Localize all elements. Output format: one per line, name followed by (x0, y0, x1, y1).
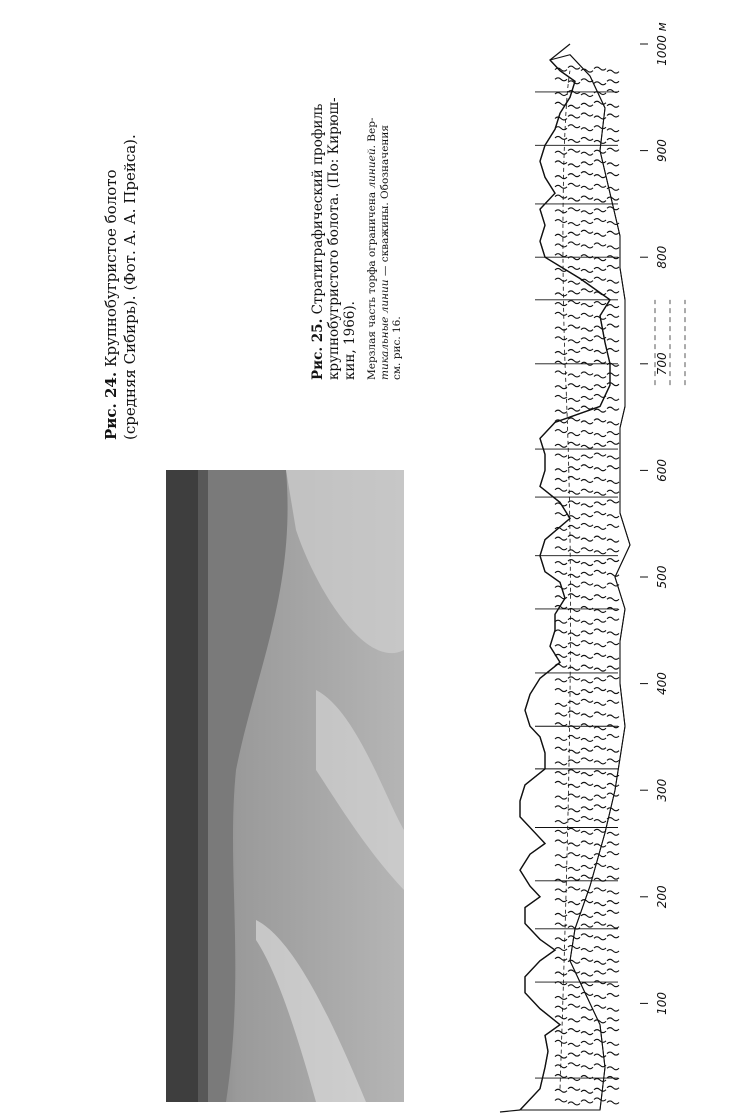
peat-mark (581, 958, 593, 961)
axis-tick-label: 600 (655, 458, 669, 482)
peat-mark (607, 984, 619, 987)
peat-mark (607, 993, 619, 996)
peat-mark (568, 384, 580, 387)
figure-25-label: Рис. 25. (310, 318, 326, 380)
peat-mark (568, 374, 580, 377)
peat-mark (607, 1052, 619, 1055)
axis-tick-label: 1000 м (655, 22, 669, 66)
peat-mark (581, 338, 593, 341)
peat-mark (607, 910, 619, 913)
peat-mark (607, 1067, 619, 1070)
peat-mark (581, 387, 593, 390)
peat-mark (607, 842, 619, 845)
peat-mark (581, 914, 593, 917)
peat-mark (581, 372, 593, 375)
peat-mark (555, 93, 567, 96)
peat-mark (555, 78, 567, 81)
peat-mark (607, 876, 619, 879)
peat-mark (607, 114, 619, 117)
peat-mark (607, 969, 619, 972)
peat-mark (594, 971, 606, 974)
peat-mark (581, 348, 593, 351)
peat-mark (607, 959, 619, 962)
peat-mark (607, 925, 619, 928)
peat-mark (594, 82, 606, 85)
axis-tick-label: 400 (655, 672, 669, 696)
peat-mark (568, 359, 580, 362)
peat-mark (568, 291, 580, 294)
peat-mark (607, 935, 619, 938)
peat-mark (568, 340, 580, 343)
peat-mark (594, 360, 606, 363)
peat-mark (607, 1086, 619, 1089)
peat-mark (568, 301, 580, 304)
peat-mark (607, 1101, 619, 1104)
distance-axis (640, 22, 669, 1015)
axis-tick-label: 500 (655, 565, 669, 589)
peat-mark (555, 395, 567, 398)
peat-mark (607, 818, 619, 821)
peat-mark (594, 922, 606, 925)
axis-tick-label: 100 (655, 991, 669, 1015)
peat-mark (581, 949, 593, 952)
peat-mark (581, 396, 593, 399)
peat-mark (594, 903, 606, 906)
peat-mark (581, 313, 593, 316)
peat-mark (581, 289, 593, 292)
peat-mark (594, 947, 606, 950)
peat-mark (607, 891, 619, 894)
peat-mark (607, 148, 619, 151)
peat-mark (607, 901, 619, 904)
peat-mark (594, 1005, 606, 1008)
peat-mark (594, 912, 606, 915)
figure-24-label: Рис. 24. (102, 371, 120, 440)
peat-mark (581, 973, 593, 976)
peat-mark (581, 983, 593, 986)
figure-25-line3: кин, 1966). (342, 301, 358, 380)
peat-mark (555, 352, 567, 355)
note-italic: тикальные линии (378, 279, 391, 380)
peat-mark (607, 104, 619, 107)
peat-mark (568, 325, 580, 328)
peat-mark (568, 350, 580, 353)
peat-mark (555, 513, 567, 516)
peat-mark (607, 1028, 619, 1031)
peat-mark (607, 163, 619, 166)
peat-mark (555, 278, 567, 281)
peat-mark (594, 351, 606, 354)
profile-start-line (500, 1110, 520, 1112)
peat-mark (594, 302, 606, 305)
peat-mark (581, 328, 593, 331)
peat-mark (568, 315, 580, 318)
peat-mark (581, 924, 593, 927)
axis-tick-label: 300 (655, 778, 669, 802)
axis-tick-label: 200 (655, 885, 669, 909)
note-text: Вер- (366, 117, 378, 146)
peat-mark (568, 408, 580, 411)
peat-mark (607, 852, 619, 855)
peat-mark (607, 832, 619, 835)
peat-mark (594, 888, 606, 891)
figure-24-line2: (средняя Сибирь). (Фот. А. А. Прейса). (121, 134, 139, 440)
peat-mark (594, 67, 606, 70)
peat-mark (568, 281, 580, 284)
peat-mark (555, 312, 567, 315)
note-text: — скважины. Обозначения (378, 124, 391, 280)
peat-mark (581, 934, 593, 937)
peat-mark (555, 303, 567, 306)
peat-mark (607, 138, 619, 141)
peat-mark (607, 950, 619, 953)
axis-tick-label: 700 (655, 352, 669, 376)
peat-mark (607, 80, 619, 83)
peat-mark (594, 995, 606, 998)
peat-mark (555, 410, 567, 413)
peat-mark (607, 129, 619, 132)
figure-24-line1: Крупнобугристое болото (102, 169, 120, 368)
peat-mark (594, 937, 606, 940)
axis-tick-label: 800 (655, 245, 669, 269)
figure-25-line2: крупнобугристого болота. (По: Кирюш- (326, 97, 342, 380)
peat-mark (568, 398, 580, 401)
axis-tick-label: 900 (655, 139, 669, 163)
figure-25-line1: Стратиграфический профиль (310, 103, 326, 315)
peat-mark (607, 866, 619, 869)
note-text: см. рис. 16. (391, 316, 403, 380)
note-text: Мерзлая часть торфа ограничена (366, 188, 378, 380)
peat-mark (607, 1042, 619, 1045)
peat-mark (607, 1018, 619, 1021)
peat-mark (594, 961, 606, 964)
peat-mark (594, 385, 606, 388)
peat-mark (594, 375, 606, 378)
peat-mark (555, 327, 567, 330)
peat-mark (607, 70, 619, 73)
note-italic: линией. (366, 145, 378, 189)
peat-mark (555, 337, 567, 340)
peat-mark (607, 173, 619, 176)
peat-mark (581, 304, 593, 307)
peat-mark (555, 293, 567, 296)
peat-mark (607, 1008, 619, 1011)
peat-mark (555, 386, 567, 389)
peat-mark (581, 406, 593, 409)
